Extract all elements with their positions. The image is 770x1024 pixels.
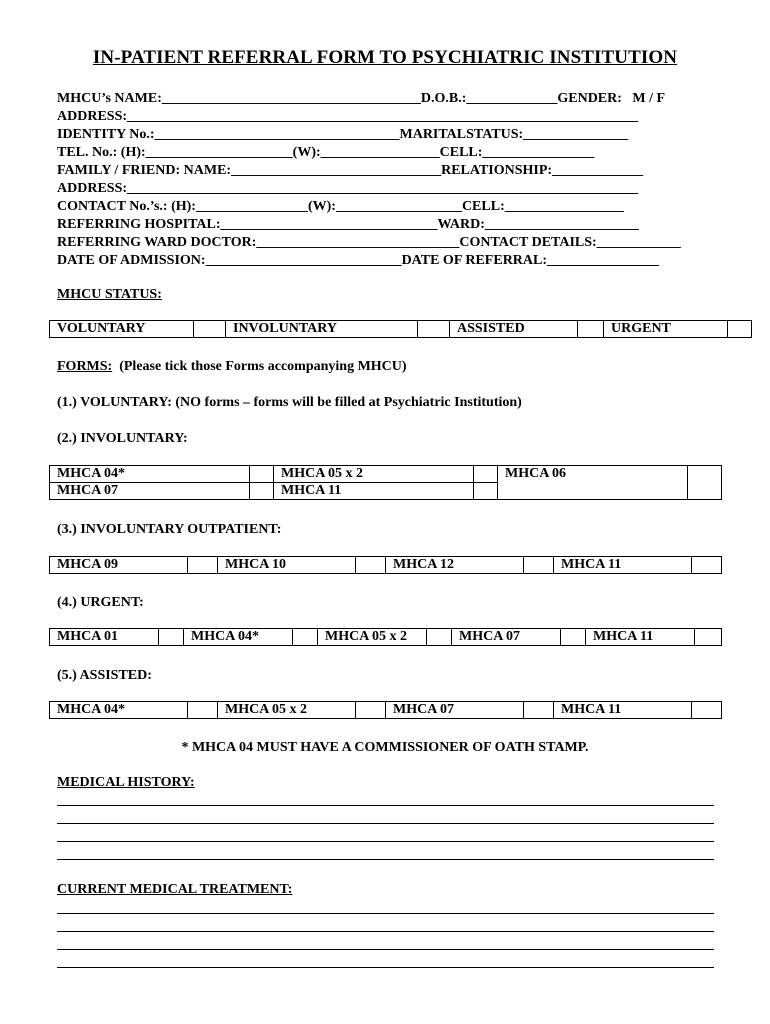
forms-instruction: (Please tick those Forms accompanying MHCU) xyxy=(112,359,407,374)
urgent-mhca-05-label: MHCA 05 x 2 xyxy=(318,629,427,646)
urgent-mhca-01-label: MHCA 01 xyxy=(50,629,159,646)
form-mhca-07-checkbox[interactable] xyxy=(250,483,274,500)
urgent-label: (4.) URGENT: xyxy=(57,595,144,610)
urgent-mhca-05-checkbox[interactable] xyxy=(427,629,452,646)
form-mhca-07-label: MHCA 07 xyxy=(50,483,250,500)
status-table xyxy=(49,320,752,338)
status-voluntary-label: VOLUNTARY xyxy=(50,321,194,338)
field-telephone[interactable]: TEL. No.: (H):_____________________(W):_________________CELL:________________ xyxy=(57,145,595,160)
field-referring-hospital[interactable]: REFERRING HOSPITAL:_______________________________WARD:______________________ xyxy=(57,217,639,232)
field-family-friend[interactable]: FAMILY / FRIEND: NAME:______________________________RELATIONSHIP:_____________ xyxy=(57,163,644,178)
urgent-mhca-07-checkbox[interactable] xyxy=(561,629,586,646)
urgent-mhca-01-checkbox[interactable] xyxy=(159,629,184,646)
form-mhca-04-checkbox[interactable] xyxy=(250,466,274,483)
current-treatment-line-1[interactable] xyxy=(57,913,714,914)
forms-instruction-row xyxy=(57,359,407,375)
assisted-forms-table xyxy=(49,701,722,719)
status-urgent-checkbox[interactable] xyxy=(728,321,752,338)
status-urgent-label: URGENT xyxy=(604,321,728,338)
outpatient-mhca-12-label: MHCA 12 xyxy=(386,557,524,574)
field-admission-referral-dates[interactable]: DATE OF ADMISSION:____________________________DATE OF REFERRAL:________________ xyxy=(57,253,660,268)
outpatient-mhca-11-label: MHCA 11 xyxy=(554,557,692,574)
status-voluntary-checkbox[interactable] xyxy=(194,321,226,338)
status-assisted-label: ASSISTED xyxy=(450,321,578,338)
status-assisted-checkbox[interactable] xyxy=(578,321,604,338)
field-mhcu-name-dob-gender[interactable]: MHCU’s NAME:_____________________________________D.O.B.:_____________GENDER: M / F xyxy=(57,91,666,106)
status-involuntary-label: INVOLUNTARY xyxy=(226,321,418,338)
medical-history-line-1[interactable] xyxy=(57,805,714,806)
assisted-mhca-04-label: MHCA 04* xyxy=(50,702,188,719)
outpatient-mhca-10-checkbox[interactable] xyxy=(356,557,386,574)
outpatient-mhca-11-checkbox[interactable] xyxy=(692,557,722,574)
urgent-mhca-11-checkbox[interactable] xyxy=(695,629,722,646)
involuntary-outpatient-table xyxy=(49,556,722,574)
field-identity-marital-status[interactable]: IDENTITY No.:___________________________________MARITALSTATUS:_______________ xyxy=(57,127,629,142)
urgent-mhca-11-label: MHCA 11 xyxy=(586,629,695,646)
status-involuntary-checkbox[interactable] xyxy=(418,321,450,338)
involuntary-forms-table xyxy=(49,465,722,500)
assisted-mhca-07-label: MHCA 07 xyxy=(386,702,524,719)
field-address[interactable]: ADDRESS:_________________________________________________________________________ xyxy=(57,109,639,124)
form-mhca-11-checkbox[interactable] xyxy=(474,483,498,500)
status-heading: MHCU STATUS: xyxy=(57,287,162,302)
outpatient-mhca-12-checkbox[interactable] xyxy=(524,557,554,574)
urgent-mhca-04-label: MHCA 04* xyxy=(184,629,293,646)
forms-heading: FORMS: xyxy=(57,359,113,374)
urgent-mhca-04-checkbox[interactable] xyxy=(293,629,318,646)
assisted-mhca-11-label: MHCA 11 xyxy=(554,702,692,719)
urgent-mhca-07-label: MHCA 07 xyxy=(452,629,561,646)
field-contact-numbers[interactable]: CONTACT No.’s.: (H):________________(W):__________________CELL:_________________ xyxy=(57,199,624,214)
form-title: IN-PATIENT REFERRAL FORM TO PSYCHIATRIC INSTITUTION xyxy=(92,47,678,68)
field-family-address[interactable]: ADDRESS:_________________________________________________________________________ xyxy=(57,181,639,196)
medical-history-heading: MEDICAL HISTORY: xyxy=(57,775,195,790)
current-treatment-heading: CURRENT MEDICAL TREATMENT: xyxy=(57,882,293,897)
field-referring-doctor[interactable]: REFERRING WARD DOCTOR:_____________________________CONTACT DETAILS:____________ xyxy=(57,235,681,250)
current-treatment-line-2[interactable] xyxy=(57,931,714,932)
form-mhca-06-label: MHCA 06 xyxy=(498,466,688,500)
outpatient-mhca-09-label: MHCA 09 xyxy=(50,557,188,574)
medical-history-line-4[interactable] xyxy=(57,859,714,860)
involuntary-label: (2.) INVOLUNTARY: xyxy=(57,431,188,446)
assisted-mhca-07-checkbox[interactable] xyxy=(524,702,554,719)
stamp-note: * MHCA 04 MUST HAVE A COMMISSIONER OF OATH STAMP. xyxy=(181,740,589,755)
outpatient-mhca-10-label: MHCA 10 xyxy=(218,557,356,574)
assisted-mhca-05-checkbox[interactable] xyxy=(356,702,386,719)
assisted-mhca-04-checkbox[interactable] xyxy=(188,702,218,719)
medical-history-line-3[interactable] xyxy=(57,841,714,842)
form-mhca-04-label: MHCA 04* xyxy=(50,466,250,483)
current-treatment-line-3[interactable] xyxy=(57,949,714,950)
voluntary-label: (1.) VOLUNTARY: (NO forms – forms will be filled at Psychiatric Institution) xyxy=(57,395,522,410)
form-mhca-11-label: MHCA 11 xyxy=(274,483,474,500)
form-mhca-05-checkbox[interactable] xyxy=(474,466,498,483)
current-treatment-line-4[interactable] xyxy=(57,967,714,968)
form-mhca-05-label: MHCA 05 x 2 xyxy=(274,466,474,483)
urgent-forms-table xyxy=(49,628,722,646)
outpatient-mhca-09-checkbox[interactable] xyxy=(188,557,218,574)
assisted-mhca-11-checkbox[interactable] xyxy=(692,702,722,719)
medical-history-line-2[interactable] xyxy=(57,823,714,824)
involuntary-outpatient-label: (3.) INVOLUNTARY OUTPATIENT: xyxy=(57,522,282,537)
assisted-label: (5.) ASSISTED: xyxy=(57,668,152,683)
assisted-mhca-05-label: MHCA 05 x 2 xyxy=(218,702,356,719)
form-mhca-06-checkbox[interactable] xyxy=(688,466,722,500)
